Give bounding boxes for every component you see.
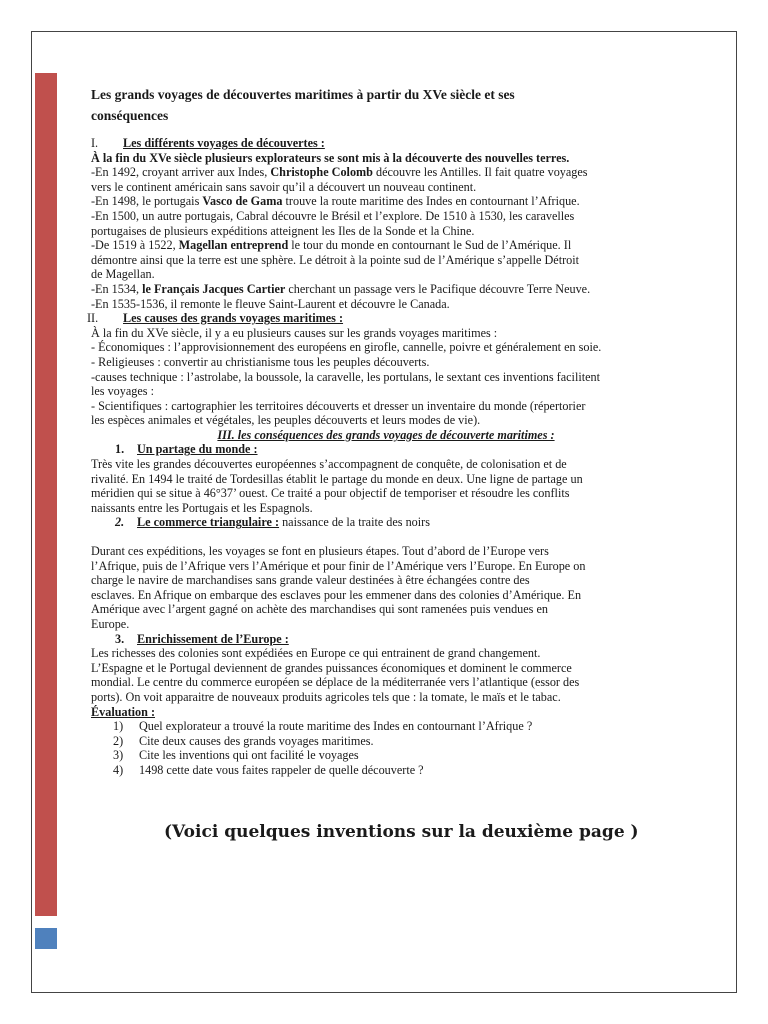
paragraph-line: Très vite les grandes découvertes européennes s’accompagnent de conquête, de colonisation et de	[91, 457, 567, 472]
text-run-bold: Magellan entreprend	[178, 238, 289, 253]
paragraph-line: l’Afrique, puis de l’Afrique vers l’Amérique et pour finir de l’Amérique vers l’Europe. En Europe on	[91, 558, 586, 573]
subsection-1-label: Un partage du monde :	[137, 442, 258, 457]
section-1-intro: À la fin du XVe siècle plusieurs explorateurs se sont mis à la découverte des nouvelles terres.	[91, 150, 570, 165]
paragraph-line: les voyages :	[91, 384, 154, 399]
text-run: -En 1534,	[91, 281, 143, 296]
decorative-blue-square	[35, 928, 57, 949]
paragraph-line	[91, 282, 681, 297]
evaluation-heading: Évaluation :	[91, 704, 155, 719]
paragraph-line: -En 1535-1536, il remonte le fleuve Saint-Laurent et découvre le Canada.	[91, 296, 450, 311]
question-item	[113, 763, 681, 778]
paragraph-line: -En 1500, un autre portugais, Cabral découvre le Brésil et l’explore. De 1510 à 1530, les caravelles	[91, 208, 575, 223]
decorative-red-bar	[35, 73, 57, 916]
paragraph-line: Les richesses des colonies sont expédiées en Europe ce qui entrainent de grand changement.	[91, 646, 541, 661]
question-item	[113, 719, 681, 734]
paragraph-line	[91, 238, 681, 253]
paragraph-line: de Magellan.	[91, 267, 155, 282]
question-text: Cite les inventions qui ont facilité le voyages	[139, 748, 359, 763]
subsection-2-number: 2.	[115, 515, 125, 530]
title-line-1: Les grands voyages de découvertes maritimes à partir du XVe siècle et ses	[91, 87, 515, 102]
subsection-2-label: Le commerce triangulaire :	[137, 515, 280, 530]
question-text: Quel explorateur a trouvé la route maritime des Indes en contournant l’Afrique ?	[139, 719, 533, 734]
paragraph-line: charge le navire de marchandises sans grande valeur destinées à être échangées contre des	[91, 573, 530, 588]
subsection-2-heading	[115, 515, 681, 530]
subsection-3-heading	[115, 632, 681, 647]
paragraph-line: Amérique avec l’argent gagné on achète des marchandises qui sont ramenées puis vendues en	[91, 602, 548, 617]
question-text: 1498 cette date vous faites rappeler de quelle découverte ?	[139, 762, 424, 777]
question-number: 2)	[113, 733, 124, 748]
question-number: 4)	[113, 762, 124, 777]
text-run: -En 1492, croyant arriver aux Indes,	[91, 165, 271, 180]
question-item	[113, 734, 681, 749]
paragraph-line: vers le continent américain sans savoir qu’il a découvert un nouveau continent.	[91, 179, 477, 194]
paragraph-line: rivalité. En 1494 le traité de Tordesillas établit le partage du monde en deux. Une ligne de partage un	[91, 471, 583, 486]
spacer	[91, 530, 681, 544]
paragraph-line: - Économiques : l’approvisionnement des européens en girofle, cannelle, poivre et généralement en soie.	[91, 340, 602, 355]
paragraph-line: démontre ainsi que la terre est une sphère. Le détroit à la pointe sud de l’Amérique s’appelle Détroit	[91, 252, 579, 267]
section-3-heading: III. les conséquences des grands voyages de découverte maritimes :	[217, 427, 555, 442]
section-1-heading	[91, 136, 681, 151]
subsection-2-rest: naissance de la traite des noirs	[279, 515, 430, 530]
text-run: découvre les Antilles. Il fait quatre voyages	[372, 165, 588, 180]
document-title	[91, 84, 681, 126]
paragraph-line	[91, 165, 681, 180]
paragraph-line	[91, 194, 681, 209]
subsection-1-number: 1.	[115, 442, 125, 457]
text-run: le tour du monde en contournant le Sud de l’Amérique. Il	[288, 238, 572, 253]
paragraph-line: ports). On voit apparaitre de nouveaux produits agricoles tels que : la tomate, le maïs et le tabac.	[91, 689, 561, 704]
paragraph-line: À la fin du XVe siècle, il y a eu plusieurs causes sur les grands voyages maritimes :	[91, 325, 498, 340]
paragraph-line: méridien qui se situe à 46°37’ ouest. Ce traité a pour objectif de temporiser et résoudre les conflits	[91, 486, 570, 501]
text-run-bold: le Français Jacques Cartier	[142, 281, 286, 296]
section-2-label: Les causes des grands voyages maritimes :	[123, 311, 344, 326]
text-run: trouve la route maritime des Indes en contournant l’Afrique.	[282, 194, 580, 209]
paragraph-line: - Scientifiques : cartographier les territoires découverts et dresser un inventaire du monde (répertorier	[91, 398, 586, 413]
paragraph-line: mondial. Le centre du commerce européen se déplace de la méditerranée vers l’atlantique (essor des	[91, 675, 580, 690]
text-run-bold: Christophe Colomb	[270, 165, 373, 180]
question-number: 1)	[113, 719, 124, 734]
text-run: -En 1498, le portugais	[91, 194, 203, 209]
paragraph-line: les espèces animales et végétales, les peuples découverts et leurs modes de vie).	[91, 413, 481, 428]
paragraph-line: L’Espagne et le Portugal deviennent de grandes puissances économiques et dominent le commerce	[91, 660, 572, 675]
question-text: Cite deux causes des grands voyages maritimes.	[139, 733, 374, 748]
subsection-3-number: 3.	[115, 631, 125, 646]
paragraph-line: portugaises de plusieurs expéditions atteignent les Iles de la Sonde et la Chine.	[91, 223, 475, 238]
paragraph-line: naissants entre les Portugais et les Espagnols.	[91, 500, 313, 515]
paragraph-line: esclaves. En Afrique on embarque des esclaves pour les emmener dans des colonies d’Amérique. En	[91, 587, 582, 602]
subsection-1-heading	[115, 442, 681, 457]
paragraph-line: -causes technique : l’astrolabe, la boussole, la caravelle, les portulans, le sextant ces inventions facilitent	[91, 369, 600, 384]
text-run-bold: Vasco de Gama	[202, 194, 283, 209]
document-body	[87, 84, 681, 778]
section-2-number: II.	[87, 311, 99, 326]
section-2-heading	[87, 311, 681, 326]
question-item	[113, 748, 681, 763]
second-page-note: (Voici quelques inventions sur la deuxième page )	[164, 822, 639, 842]
subsection-3-label: Enrichissement de l’Europe :	[137, 631, 289, 646]
paragraph-line: Durant ces expéditions, les voyages se font en plusieurs étapes. Tout d’abord de l’Europe vers	[91, 544, 549, 559]
paragraph-line: - Religieuses : convertir au christianisme tous les peuples découverts.	[91, 354, 430, 369]
section-1-number: I.	[91, 136, 99, 150]
question-number: 3)	[113, 748, 124, 763]
text-run: -De 1519 à 1522,	[91, 238, 179, 253]
paragraph-line: Europe.	[91, 617, 130, 631]
section-1-label: Les différents voyages de découvertes :	[123, 136, 325, 150]
title-line-2: conséquences	[91, 108, 169, 123]
text-run: cherchant un passage vers le Pacifique découvre Terre Neuve.	[285, 281, 591, 296]
